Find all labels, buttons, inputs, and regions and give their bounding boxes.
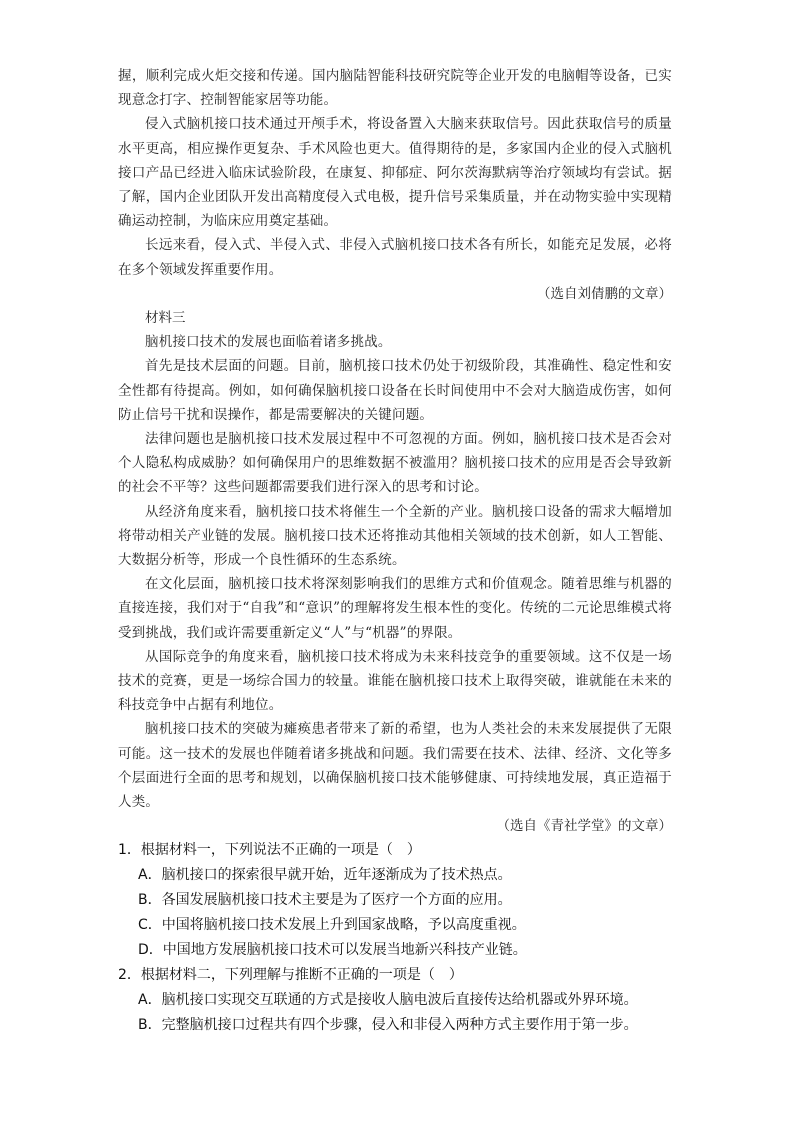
section-heading: 材料三 bbox=[145, 310, 186, 327]
paragraph: 从经济角度来看，脑机接口技术将催生一个全新的产业。脑机接口设备的需求大幅增加将带动相关产业链的发展。脑机接口技术还将推动其他相关领域的技术创新，如人工智能、大数据分析等，形成一个良性循环的生态系统。 bbox=[118, 503, 672, 569]
source-citation: （选自《青社学堂》的文章） bbox=[496, 818, 672, 835]
paragraph: 长远来看，侵入式、半侵入式、非侵入式脑机接口技术各有所长，如能充足发展，必将在多个领域发挥重要作用。 bbox=[118, 237, 672, 278]
paragraph: 首先是技术层面的问题。目前，脑机接口技术仍处于初级阶段，其准确性、稳定性和安全性都有待提高。例如，如何确保脑机接口设备在长时间使用中不会对大脑造成伤害，如何防止信号干扰和误操作，都是需要解决的关键问题。 bbox=[118, 358, 672, 423]
paragraph: 脑机接口技术的突破为瘫痪患者带来了新的希望，也为人类社会的未来发展提供了无限可能。这一技术的发展也伴随着诸多挑战和问题。我们需要在技术、法律、经济、文化等多个层面进行全面的思考和规划，以确保脑机接口技术能够健康、可持续地发展，真正造福于人类。 bbox=[118, 721, 672, 811]
question-list bbox=[118, 838, 688, 1038]
question-stem: 1．根据材料一，下列说法不正确的一项是（ ） bbox=[118, 842, 421, 858]
paragraph: 法律问题也是脑机接口技术发展过程中不可忽视的方面。例如，脑机接口技术是否会对个人隐私构成威胁？如何确保用户的思维数据不被滥用？脑机接口技术的应用是否会导致新的社会不平等？这些问题都需要我们进行深入的思考和讨论。 bbox=[118, 431, 672, 496]
option-a: A．脑机接口实现交互联通的方式是接收人脑电波后直接传达给机器或外界环境。 bbox=[138, 992, 638, 1008]
option-d: D．中国地方发展脑机接口技术可以发展当地新兴科技产业链。 bbox=[138, 942, 527, 958]
source-citation: （选自刘倩鹏的文章） bbox=[537, 285, 672, 302]
option-c: C．中国将脑机接口技术发展上升到国家战略，予以高度重视。 bbox=[138, 917, 526, 933]
paragraph: 在文化层面，脑机接口技术将深刻影响我们的思维方式和价值观念。随着思维与机器的直接连接，我们对于“自我”和“意识”的理解将发生根本性的变化。传统的二元论思维模式将受到挑战，我们或许需要重新定义“人”与“机器”的界限。 bbox=[118, 576, 672, 641]
option-b: B．完整脑机接口过程共有四个步骤，侵入和非侵入两种方式主要作用于第一步。 bbox=[138, 1017, 638, 1033]
paragraph: 侵入式脑机接口技术通过开颅手术，将设备置入大脑来获取信号。因此获取信号的质量水平更高，相应操作更复杂、手术风险也更大。值得期待的是，多家国内企业的侵入式脑机接口产品已经进入临床试验阶段，在康复、抑郁症、阿尔茨海默病等治疗领域均有尝试。据了解，国内企业团队开发出高精度侵入式电极，提升信号采集质量，并在动物实验中实现精确运动控制，为临床应用奠定基础。 bbox=[118, 116, 672, 230]
paragraph: 脑机接口技术的发展也面临着诸多挑战。 bbox=[145, 334, 392, 351]
question-stem: 2．根据材料二，下列理解与推断不正确的一项是（ ） bbox=[118, 967, 463, 983]
paragraph: 从国际竞争的角度来看，脑机接口技术将成为未来科技竞争的重要领域。这不仅是一场技术的竞赛，更是一场综合国力的较量。谁能在脑机接口技术上取得突破，谁就能在未来的科技竞争中占据有利地位。 bbox=[118, 648, 672, 714]
material-two-continuation bbox=[118, 64, 672, 839]
option-b: B．各国发展脑机接口技术主要是为了医疗一个方面的应用。 bbox=[138, 892, 512, 908]
option-a: A．脑机接口的探索很早就开始，近年逐渐成为了技术热点。 bbox=[138, 867, 512, 883]
paragraph: 握，顺利完成火炬交接和传递。国内脑陆智能科技研究院等企业开发的电脑帽等设备，已实现意念打字、控制智能家居等功能。 bbox=[118, 68, 672, 109]
